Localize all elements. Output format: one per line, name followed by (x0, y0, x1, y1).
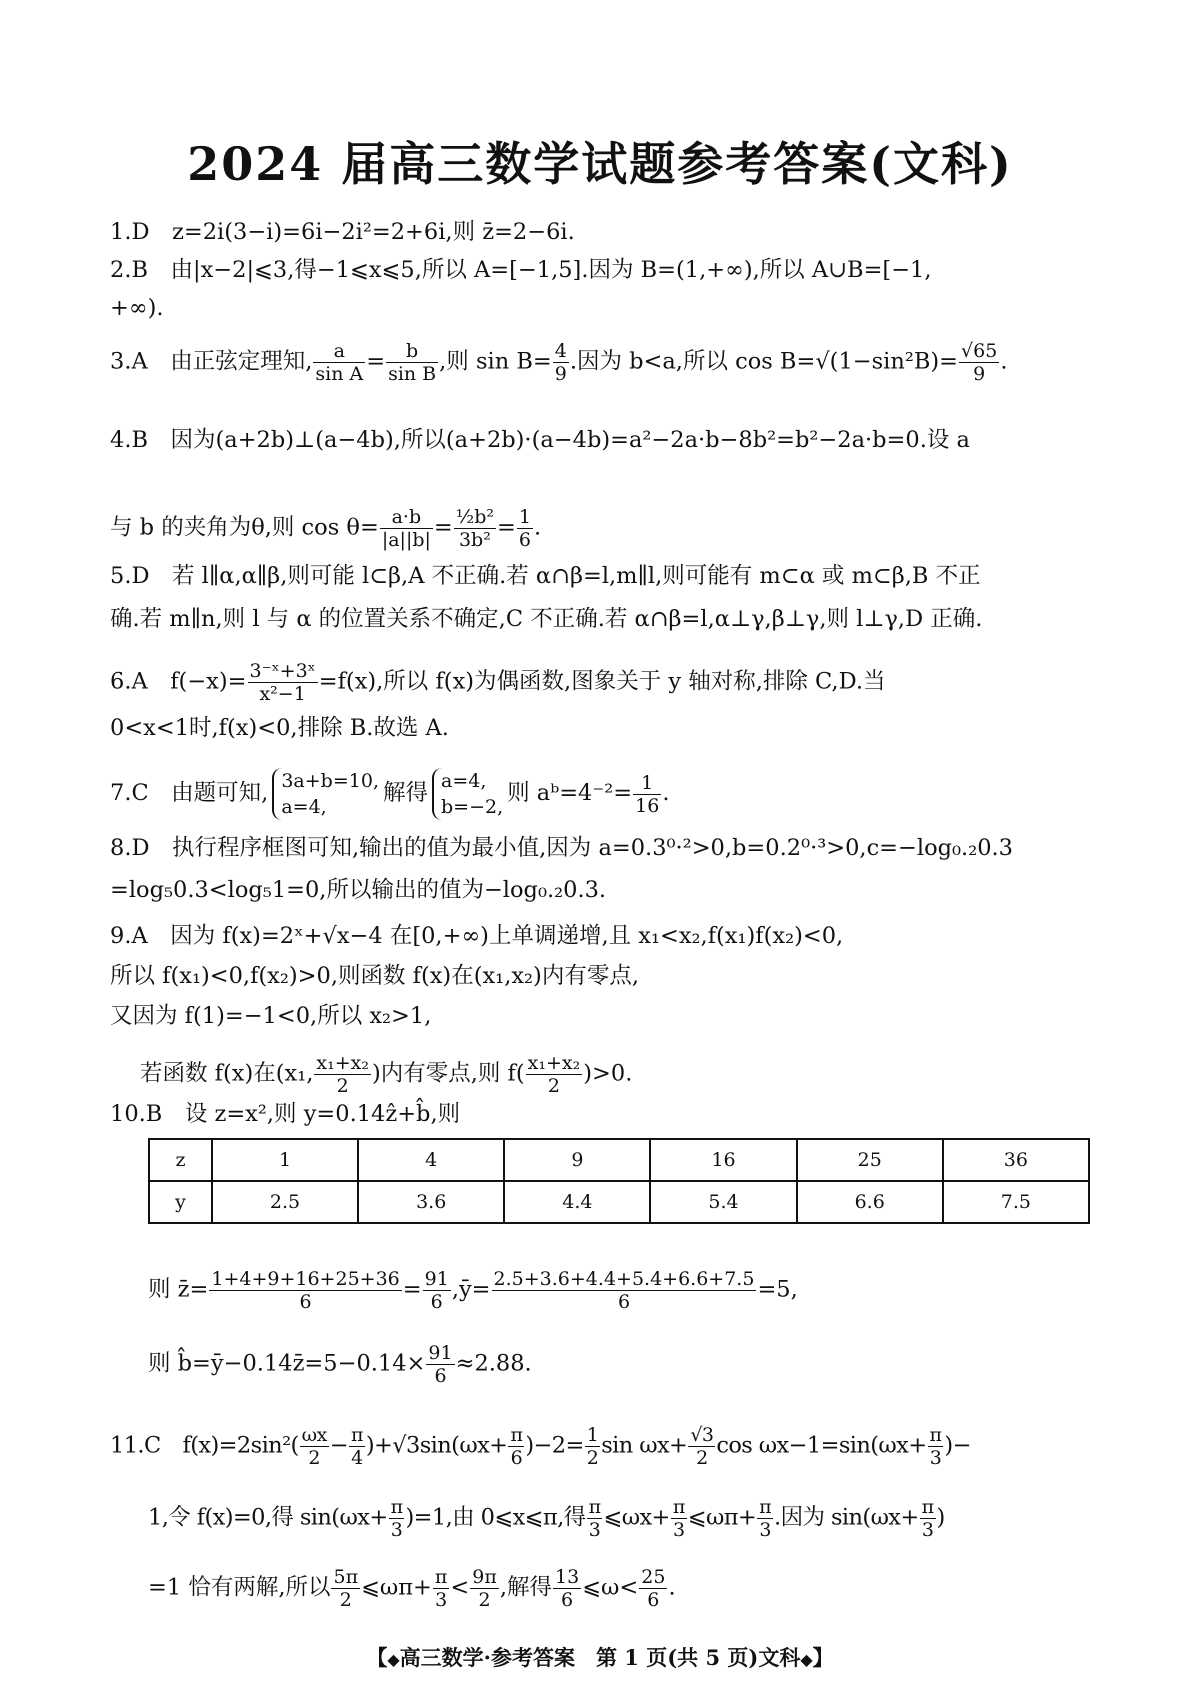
answer-10-b-hat (148, 1342, 532, 1387)
answer-5-line-1: 5.D 若 l∥α,α∥β,则可能 l⊂β,A 不正确.若 α∩β=l,m∥l,则可能有 m⊂α 或 m⊂β,B 不正 (110, 563, 981, 589)
text: = (366, 348, 386, 375)
answer-7 (110, 768, 669, 820)
text: = (496, 514, 516, 541)
numerator: x₁+x₂ (316, 1052, 369, 1074)
text: 解得 (382, 780, 428, 806)
answer-6-line-2: 0<x<1时,f(x)<0,排除 B.故选 A. (110, 715, 449, 741)
equation: b=−2, (441, 796, 504, 818)
text: 7.C 由题可知, (110, 780, 269, 806)
fraction (300, 1424, 329, 1469)
text: − (329, 1432, 348, 1459)
denominator: 6 (518, 529, 531, 551)
numerator: 2.5+3.6+4.4+5.4+6.6+7.5 (493, 1268, 755, 1290)
denominator: 2 (586, 1447, 599, 1469)
page-footer (0, 1642, 1200, 1672)
answer-11-line-2 (148, 1496, 945, 1541)
equation: 3a+b=10, (281, 770, 379, 792)
numerator: ωx (301, 1424, 327, 1446)
denominator: 3 (673, 1519, 685, 1541)
diamond-icon: ◆ (387, 1650, 400, 1669)
equation: a=4, (441, 770, 487, 792)
text: ,解得 (499, 1574, 552, 1601)
denominator: 3 (759, 1519, 771, 1541)
numerator: 1 (633, 772, 661, 795)
bracket-left: 【 (366, 1645, 388, 1670)
denominator: 3 (390, 1519, 403, 1541)
answer-1: 1.D z=2i(3−i)=6i−2i²=2+6i,则 z̄=2−6i. (110, 219, 575, 245)
fraction (508, 1424, 524, 1469)
numerator: 13 (555, 1566, 580, 1588)
text: 则 b̂=ȳ−0.14z̄=5−0.14× (148, 1350, 426, 1377)
fraction (386, 340, 438, 385)
text: 11.C f(x)=2sin²( (110, 1432, 299, 1459)
fraction (492, 1268, 757, 1313)
fraction (928, 1424, 944, 1469)
numerator: π (759, 1496, 772, 1518)
denominator: sin A (315, 363, 364, 385)
fraction (209, 1268, 401, 1313)
answer-11-line-3 (148, 1566, 676, 1611)
denominator: 3 (588, 1519, 601, 1541)
text: . (533, 514, 542, 541)
fraction (423, 1268, 451, 1313)
answer-11-line-1 (110, 1424, 971, 1469)
numerator: 9π (472, 1566, 497, 1588)
fraction (313, 340, 365, 385)
text: ,则 sin B= (439, 348, 552, 375)
numerator: π (921, 1496, 934, 1518)
numerator: a·b (380, 506, 433, 529)
denominator: 2 (547, 1075, 561, 1097)
text: 与 b 的夹角为θ,则 cos θ= (110, 514, 379, 541)
fraction (331, 1566, 360, 1611)
fraction (248, 660, 318, 705)
table-cell: 6.6 (797, 1181, 943, 1223)
equation-system (272, 768, 379, 820)
answer-6-line-1 (110, 660, 885, 705)
answer-4-line-2 (110, 506, 541, 551)
denominator: sin B (388, 363, 437, 385)
text: =1 恰有两解,所以 (148, 1574, 331, 1601)
denominator: |a||b| (381, 529, 431, 551)
denominator: 2 (696, 1447, 708, 1469)
text: )− (944, 1432, 971, 1459)
fraction (517, 506, 533, 551)
fraction (389, 1496, 405, 1541)
numerator: π (434, 1566, 448, 1588)
table-cell: 3.6 (358, 1181, 504, 1223)
text: = (433, 514, 453, 541)
answer-9-line-4 (140, 1052, 632, 1097)
denominator: 2 (339, 1589, 352, 1611)
text: 则 aᵇ=4⁻²= (507, 780, 633, 806)
answer-8-line-1: 8.D 执行程序框图可知,输出的值为最小值,因为 a=0.3⁰·²>0,b=0.2⁰·³>0,c=−log₀.₂0.3 (110, 835, 1014, 861)
text: . (668, 1574, 676, 1601)
data-table (148, 1138, 1090, 1224)
denominator: 6 (561, 1589, 574, 1611)
answer-10-line-1: 10.B 设 z=x²,则 y=0.14ẑ+b̂,则 (110, 1101, 461, 1127)
numerator: 5π (333, 1566, 359, 1588)
table-cell: 4.4 (504, 1181, 650, 1223)
answer-4-line-1: 4.B 因为(a+2b)⊥(a−4b),所以(a+2b)·(a−4b)=a²−2a·b−8b²=b²−2a·b=0.设 a (110, 427, 970, 453)
denominator: 4 (351, 1447, 363, 1469)
denominator: 6 (510, 1447, 523, 1469)
table-cell: 9 (504, 1139, 650, 1181)
text: )=1,由 0⩽x⩽π,得 (405, 1504, 586, 1531)
text: )+√3sin(ωx+ (365, 1432, 508, 1459)
denominator: 2 (336, 1075, 349, 1097)
fraction (553, 1566, 581, 1611)
text: 1,令 f(x)=0,得 sin(ωx+ (148, 1504, 388, 1531)
text: ⩽ωπ+ (361, 1574, 432, 1601)
denominator: 3b² (458, 529, 491, 551)
footer-text: 高三数学·参考答案 第 1 页(共 5 页)文科 (399, 1645, 801, 1670)
table-cell: 16 (650, 1139, 796, 1181)
fraction (920, 1496, 936, 1541)
denominator: x²−1 (259, 683, 306, 705)
text: 6.A f(−x)= (110, 668, 247, 695)
text: 若函数 f(x)在(x₁, (140, 1060, 314, 1087)
answer-9-line-2: 所以 f(x₁)<0,f(x₂)>0,则函数 f(x)在(x₁,x₂)内有零点, (110, 963, 639, 989)
text: < (450, 1574, 470, 1601)
table-cell: y (149, 1181, 212, 1223)
numerator: π (672, 1496, 685, 1518)
diamond-icon: ◆ (800, 1650, 813, 1669)
table-cell: 36 (943, 1139, 1089, 1181)
text: ⩽ωx+ (603, 1504, 670, 1531)
text: ⩽ω< (582, 1574, 639, 1601)
fraction (757, 1496, 773, 1541)
fraction (959, 340, 999, 385)
denominator: 6 (647, 1589, 660, 1611)
table-row (149, 1181, 1089, 1223)
fraction (526, 1052, 583, 1097)
numerator: b (386, 340, 438, 363)
answer-2-line-2: +∞). (110, 295, 164, 321)
denominator: 2 (308, 1447, 320, 1469)
fraction (671, 1496, 687, 1541)
numerator: 91 (424, 1268, 449, 1290)
text: ) (936, 1504, 945, 1531)
denominator: 16 (635, 794, 660, 817)
table-cell: 25 (797, 1139, 943, 1181)
fraction (426, 1342, 454, 1387)
answer-9-line-3: 又因为 f(1)=−1<0,所以 x₂>1, (110, 1003, 432, 1029)
numerator: ½b² (455, 506, 494, 528)
table-cell: 1 (212, 1139, 358, 1181)
text: =5, (757, 1276, 798, 1303)
text: ,ȳ= (451, 1276, 491, 1303)
fraction (349, 1424, 365, 1469)
denominator: 3 (435, 1589, 448, 1611)
answer-5-line-2: 确.若 m∥n,则 l 与 α 的位置关系不确定,C 不正确.若 α∩β=l,α⊥γ,β⊥γ,则 l⊥γ,D 正确. (110, 606, 983, 632)
text: 则 z̄= (148, 1276, 209, 1303)
text: .因为 sin(ωx+ (774, 1504, 919, 1531)
fraction (380, 506, 433, 551)
numerator: x₁+x₂ (527, 1052, 581, 1074)
equation-system (432, 768, 503, 820)
fraction (688, 1424, 715, 1469)
table-cell: 5.4 (650, 1181, 796, 1223)
text: = (402, 1276, 422, 1303)
numerator: π (390, 1496, 403, 1518)
table-cell: 2.5 (212, 1181, 358, 1223)
numerator: 91 (428, 1342, 453, 1364)
fraction (454, 506, 496, 551)
text: )内有零点,则 f( (371, 1060, 525, 1087)
fraction (639, 1566, 667, 1611)
answer-9-line-1: 9.A 因为 f(x)=2ˣ+√x−4 在[0,+∞)上单调递增,且 x₁<x₂,f(x₁)f(x₂)<0, (110, 923, 844, 949)
text: . (662, 780, 670, 806)
denominator: 9 (554, 363, 567, 385)
table-row (149, 1139, 1089, 1181)
table-cell: 7.5 (943, 1181, 1089, 1223)
text: 3.A 由正弦定理知, (110, 348, 313, 375)
table-cell: 4 (358, 1139, 504, 1181)
fraction (470, 1566, 499, 1611)
answer-2-line-1: 2.B 由|x−2|⩽3,得−1⩽x⩽5,所以 A=[−1,5].因为 B=(1,+∞),所以 A∪B=[−1, (110, 257, 932, 283)
text: )>0. (583, 1060, 633, 1087)
numerator: 4 (554, 340, 567, 362)
text: ≈2.88. (455, 1350, 532, 1377)
denominator: 6 (617, 1291, 631, 1313)
text: sin ωx+ (601, 1432, 688, 1459)
denominator: 6 (299, 1291, 312, 1313)
text: cos ωx−1=sin(ωx+ (716, 1432, 927, 1459)
answer-8-line-2: =log₅0.3<log₅1=0,所以输出的值为−log₀.₂0.3. (110, 877, 607, 903)
denominator: 3 (921, 1519, 934, 1541)
numerator: 1 (586, 1424, 599, 1446)
equation: a=4, (281, 796, 327, 818)
denominator: 2 (478, 1589, 491, 1611)
numerator: √3 (690, 1424, 714, 1446)
numerator: 3⁻ˣ+3ˣ (249, 660, 316, 682)
fraction (433, 1566, 450, 1611)
table-cell: z (149, 1139, 212, 1181)
answer-3 (110, 340, 1007, 385)
fraction (587, 1496, 603, 1541)
denominator: 3 (929, 1447, 942, 1469)
text: ⩽ωπ+ (687, 1504, 757, 1531)
numerator: π (588, 1496, 601, 1518)
numerator: 1 (518, 506, 531, 528)
text: )−2= (525, 1432, 584, 1459)
numerator: π (350, 1424, 363, 1446)
text: . (1000, 348, 1008, 375)
fraction (553, 340, 569, 385)
denominator: 9 (973, 363, 986, 385)
denominator: 6 (430, 1291, 443, 1313)
text: .因为 b<a,所以 cos B=√(1−sin²B)= (569, 348, 959, 375)
text: =f(x),所以 f(x)为偶函数,图象关于 y 轴对称,排除 C,D.当 (318, 668, 886, 695)
bracket-right: 】 (812, 1645, 834, 1670)
denominator: 6 (434, 1365, 447, 1387)
answer-10-means (148, 1268, 798, 1313)
fraction (314, 1052, 371, 1097)
numerator: π (929, 1424, 942, 1446)
numerator: 1+4+9+16+25+36 (211, 1268, 400, 1290)
fraction (633, 772, 661, 817)
numerator: √65 (961, 340, 998, 362)
fraction (585, 1424, 601, 1469)
numerator: 25 (641, 1566, 666, 1588)
numerator: π (510, 1424, 523, 1446)
page-title: 2024 届高三数学试题参考答案(文科) (187, 137, 1013, 191)
numerator: a (313, 340, 365, 363)
